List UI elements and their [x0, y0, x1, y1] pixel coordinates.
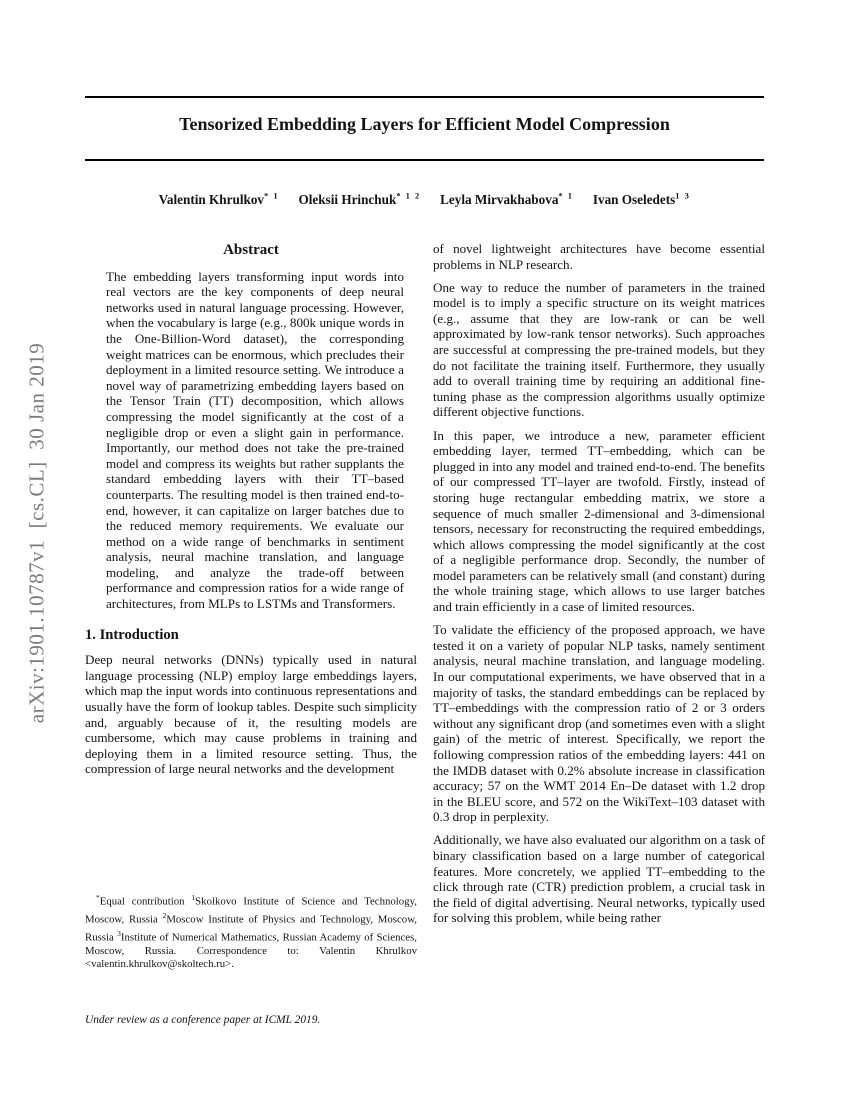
body-paragraph: One way to reduce the number of parameters in the trained model is to imply a specific structure on its weight matrices (e.g., assume that they are low-rank or can be well approximated by low-rank tensor networks). Such approaches are successful at compressing the pre-trained models, but they do not facilitate the training itself. Furthermore, they usually add to overall training time by requiring an additional fine-tuning phase as the compression algorithms usually optimize different objective functions. [433, 279, 765, 420]
footnote-marker: 3 [117, 929, 121, 938]
author [593, 192, 691, 207]
author-mark: * 1 [264, 191, 280, 201]
body-paragraph: To validate the efficiency of the proposed approach, we have tested it on a variety of popular NLP tasks, namely sentiment analysis, neural machine translation, and language modeling. In our computational experiments, we have observed that in a majority of tasks, the standard embeddings can be replaced by TT–embeddings with the compression ratio of 2 or 3 orders without any significant drop (and sometimes even with a slight gain) of the metric of interest. Specifically, we report the following compression ratios of the embedding layers: 441 on the IMDB dataset with 0.2% absolute increase in classification accuracy; 57 on the WMT 2014 En–De dataset with 1.2 drop in the BLEU score, and 572 on the WikiText–103 dataset with 0.3 drop in perplexity. [433, 622, 765, 825]
author [440, 192, 573, 207]
footnote-segment: Moscow Institute of Physics and Technology, Moscow, Russia [85, 913, 417, 944]
footnote [85, 891, 417, 972]
under-review-note: Under review as a conference paper at ICML 2019. [85, 1014, 321, 1026]
section-heading-introduction: 1. Introduction [85, 626, 179, 643]
body-paragraph: Additionally, we have also evaluated our algorithm on a task of binary classification based on a large number of categorical features. More concretely, we applied TT–embedding to the click through rate (CTR) prediction problem, a crucial task in the field of digital advertising. Neural networks, typically used for solving this problem, while being rather [433, 832, 765, 926]
author-mark: * 1 2 [396, 191, 421, 201]
body-paragraph: of novel lightweight architectures have become essential problems in NLP research. [433, 241, 765, 272]
author-name: Ivan Oseledets [592, 192, 676, 208]
footnote-marker: 1 [191, 893, 196, 902]
footnote-segment: Institute of Numerical Mathematics, Russian Academy of Sciences, Moscow, Russia. Correspondence to: Valentin Khrulkov <valentin.khrulkov@skoltech.ru>. [85, 931, 417, 971]
author-name: Oleksii Hrinchuk [298, 192, 397, 208]
top-rule [85, 96, 764, 98]
abstract-text: The embedding layers transforming input words into real vectors are the key components of deep neural networks used in natural language processing. However, when the vocabulary is large (e.g., 800k unique words in the One-Billion-Word dataset), the corresponding weight matrices can be enormous, which precludes their deployment in a limited resource setting. We introduce a novel way of parametrizing embedding layers based on the Tensor Train (TT) decomposition, which allows compressing the model significantly at the cost of a negligible drop or even a slight gain in performance. Importantly, our method does not take the pre-trained model and compress its weights but rather supplants the standard embedding layers with their TT–based counterparts. The resulting model is then trained end-to-end, however, it can capitalize on larger batches due to the reduced memory requirements. We evaluate our method on a wide range of benchmarks in sentiment analysis, neural machine translation, and language modeling, and analyze the trade-off between performance and compression ratios for a wide range of architectures, from MLPs to LSTMs and Transformers. [106, 268, 404, 612]
author-mark: 1 3 [675, 191, 691, 201]
author-name: Valentin Khrulkov [158, 192, 265, 208]
footnote-segment: Equal contribution [99, 895, 192, 908]
author-name: Leyla Mirvakhabova [440, 192, 559, 208]
footnote-segment: Skolkovo Institute of Science and Technology, Moscow, Russia [85, 895, 417, 926]
paper-title: Tensorized Embedding Layers for Efficient Model Compression [179, 114, 670, 134]
intro-paragraph: Deep neural networks (DNNs) typically used in natural language processing (NLP) employ large embeddings layers, which map the input words into continuous representations and usually have the form of lookup tables. Despite such simplicity and, arguably because of it, the resulting models are cumbersome, which may cause problems in training and deploying them in a limited resource setting. Thus, the compression of large neural networks and the development [85, 652, 417, 777]
footnote-block [85, 891, 417, 972]
body-paragraph: In this paper, we introduce a new, parameter efficient embedding layer, termed TT–embedding, which can be plugged in into any model and trained end-to-end. The benefits of our compressed TT–layer are twofold. Firstly, instead of storing huge rectangular embedding matrix, we store a sequence of much smaller 2-dimensional and 3-dimensional tensors, necessary for reconstructing the required embeddings, which allows compressing the model significantly at the cost of a negligible performance drop. Secondly, the number of model parameters can be relatively small (and constant) during the whole training stage, which allows to use larger batches and train efficiently in a case of limited resources. [433, 427, 765, 615]
authors-line [85, 191, 764, 208]
arxiv-watermark-text: arXiv:1901.10787v1 [cs.CL] 30 Jan 2019 [24, 342, 49, 724]
author-mark: * 1 [558, 191, 574, 201]
abstract-heading: Abstract [223, 242, 279, 258]
left-column [85, 241, 417, 777]
right-column [433, 241, 765, 926]
author [298, 192, 420, 207]
author [159, 192, 280, 207]
authors-rule [85, 159, 764, 161]
footnote-marker: 2 [162, 911, 167, 920]
footnote-marker: * [96, 893, 100, 902]
